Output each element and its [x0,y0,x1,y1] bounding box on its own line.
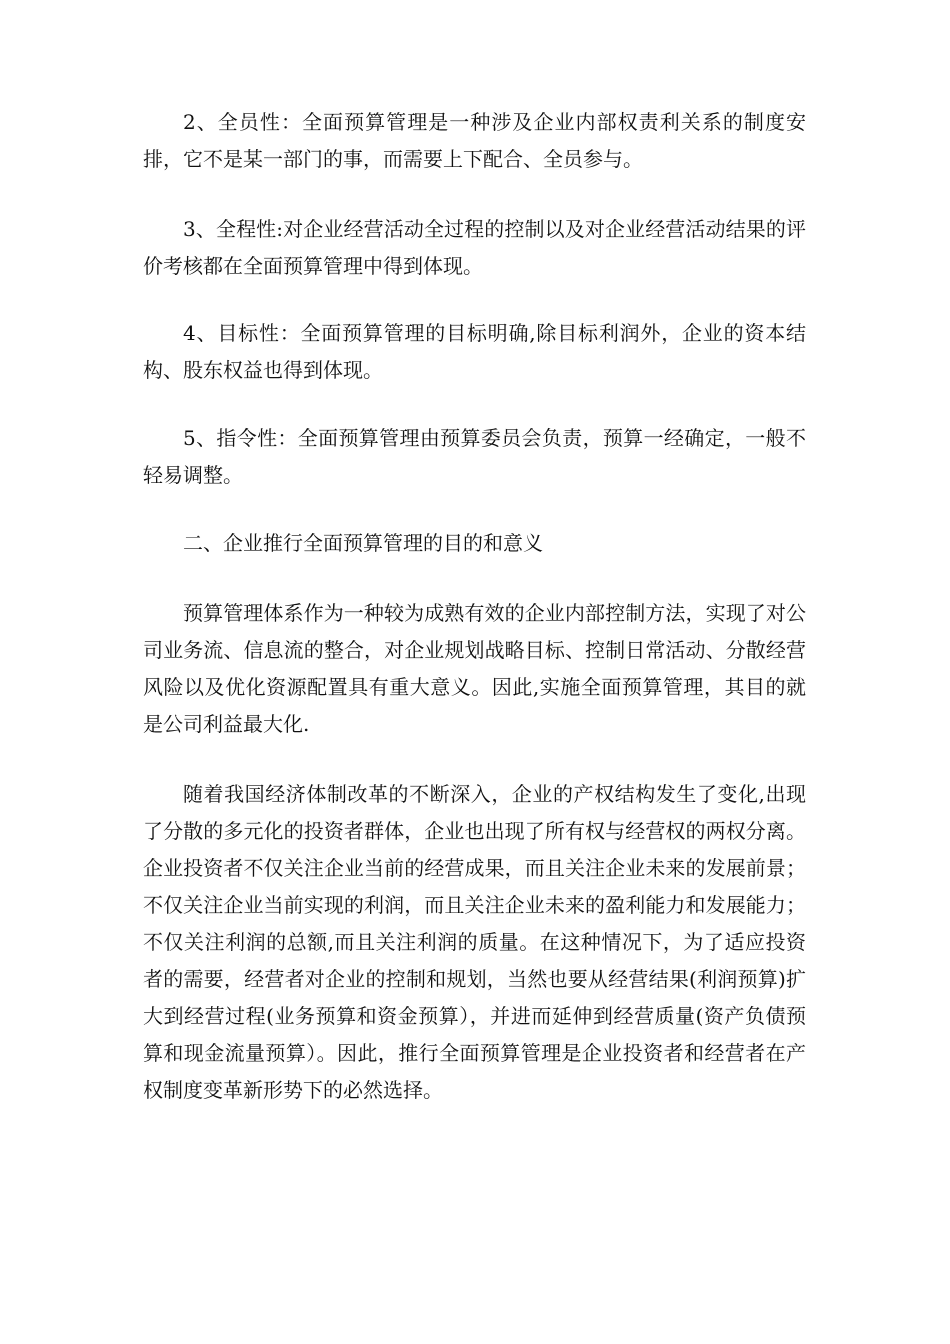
paragraph-budget-system: 预算管理体系作为一种较为成熟有效的企业内部控制方法，实现了对公司业务流、信息流的整合，对企业规划战略目标、控制日常活动、分散经营风险以及优化资源配置具有重大意义。因此,实施全面预算管理，其目的就是公司利益最大化. [143,601,806,736]
section-heading-purpose: 二、企业推行全面预算管理的目的和意义 [183,531,543,555]
document-page [143,104,806,1109]
paragraph-reform: 随着我国经济体制改革的不断深入，企业的产权结构发生了变化,出现了分散的多元化的投资者群体，企业也出现了所有权与经营权的两权分离。企业投资者不仅关注企业当前的经营成果，而且关注企业未来的发展前景；不仅关注企业当前实现的利润，而且关注企业未来的盈利能力和发展能力；不仅关注利润的总额,而且关注利润的质量。在这种情况下，为了适应投资者的需要，经营者对企业的控制和规划，当然也要从经营结果(利润预算)扩大到经营过程(业务预算和资金预算），并进而延伸到经营质量(资产负债预算和现金流量预算）。因此，推行全面预算管理是企业投资者和经营者在产权制度变革新形势下的必然选择。 [143,782,806,1102]
paragraph-directive: 5、指令性：全面预算管理由预算委员会负责，预算一经确定，一般不轻易调整。 [143,426,806,487]
paragraph-all-staff: 2、全员性：全面预算管理是一种涉及企业内部权责利关系的制度安排，它不是某一部门的事，而需要上下配合、全员参与。 [143,110,806,171]
paragraph-target: 4、目标性：全面预算管理的目标明确,除目标利润外，企业的资本结构、股东权益也得到体现。 [143,321,806,382]
paragraph-whole-process: 3、全程性:对企业经营活动全过程的控制以及对企业经营活动结果的评价考核都在全面预算管理中得到体现。 [143,217,806,278]
